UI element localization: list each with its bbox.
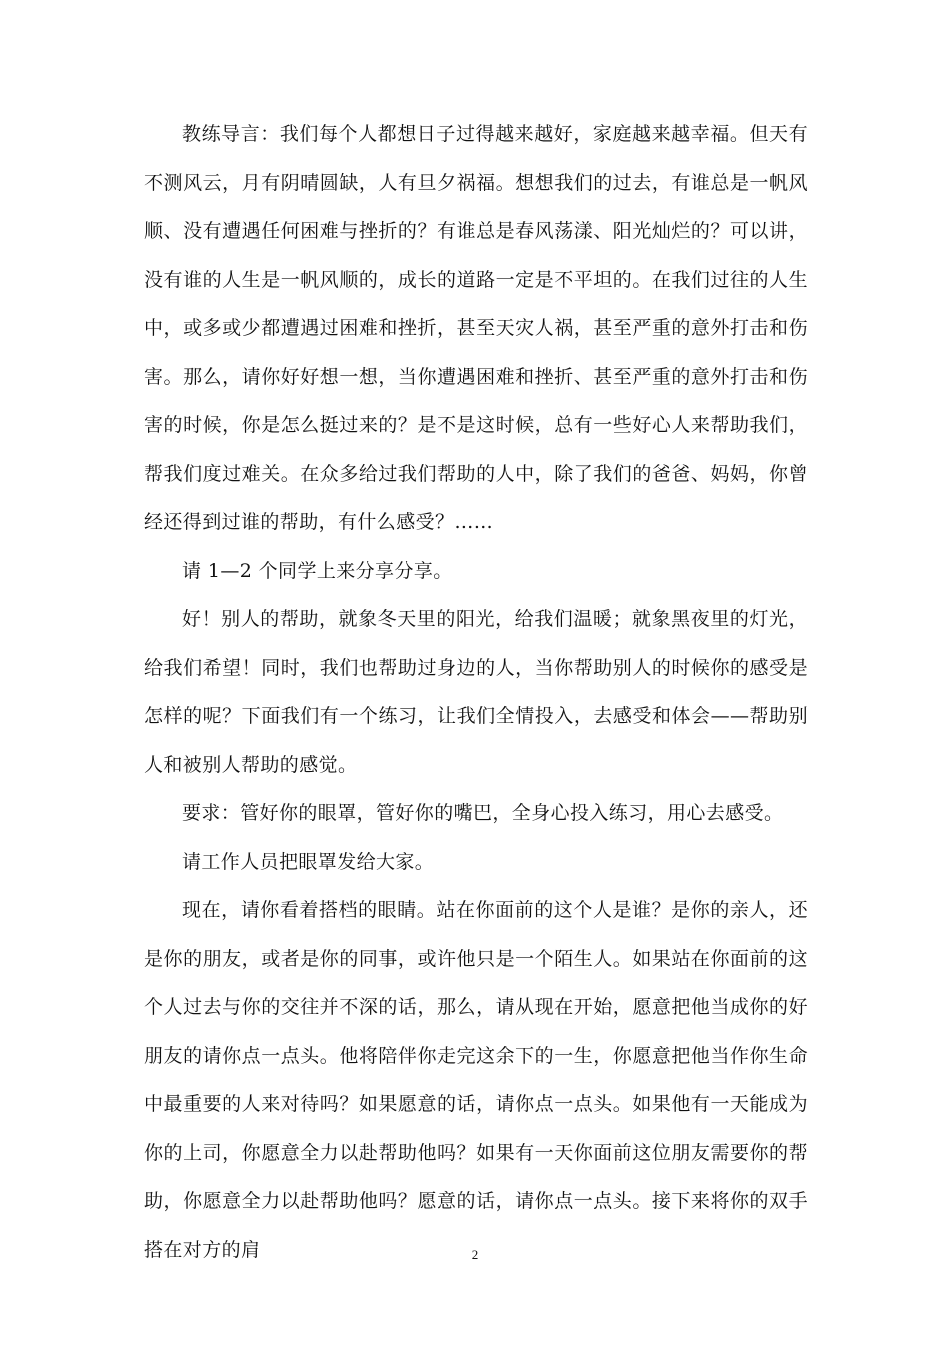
page-number: 2 xyxy=(471,1247,479,1262)
paragraph-coach-intro: 教练导言：我们每个人都想日子过得越来越好，家庭越来越幸福。但天有不测风云，月有阴晴圆缺，人有旦夕祸福。想想我们的过去，有谁总是一帆风顺、没有遭遇任何困难与挫折的？有谁总是春风荡漾、阳光灿烂的？可以讲，没有谁的人生是一帆风顺的，成长的道路一定是不平坦的。在我们过往的人生中，或多或少都遭遇过困难和挫折，甚至天灾人祸，甚至严重的意外打击和伤害。那么，请你好好想一想，当你遭遇困难和挫折、甚至严重的意外打击和伤害的时候，你是怎么挺过来的？是不是这时候，总有一些好心人来帮助我们，帮我们度过难关。在众多给过我们帮助的人中，除了我们的爸爸、妈妈，你曾经还得到过谁的帮助，有什么感受？…… xyxy=(144,123,808,533)
paragraph-partner-exercise: 现在，请你看着搭档的眼睛。站在你面前的这个人是谁？是你的亲人，还是你的朋友，或者是你的同事，或许他只是一个陌生人。如果站在你面前的这个人过去与你的交往并不深的话，那么，请从现在开始，愿意把他当成你的好朋友的请你点一点头。他将陪伴你走完这余下的一生，你愿意把他当作你生命中最重要的人来对待吗？如果愿意的话，请你点一点头。如果他有一天能成为你的上司，你愿意全力以赴帮助他吗？如果有一天你面前这位朋友需要你的帮助，你愿意全力以赴帮助他吗？愿意的话，请你点一点头。接下来将你的双手搭在对方的肩 xyxy=(144,899,808,1261)
document-body xyxy=(144,110,808,1274)
paragraph-distribute-blindfolds: 请工作人员把眼罩发给大家。 xyxy=(182,850,435,873)
paragraph-share-request: 请 1—2 个同学上来分享分享。 xyxy=(182,559,453,582)
paragraph-requirements: 要求：管好你的眼罩，管好你的嘴巴，全身心投入练习，用心去感受。 xyxy=(182,802,784,824)
paragraph-helping-others: 好！别人的帮助，就象冬天里的阳光，给我们温暖；就象黑夜里的灯光，给我们希望！同时，我们也帮助过身边的人，当你帮助别人的时候你的感受是怎样的呢？下面我们有一个练习，让我们全情投入，去感受和体会——帮助别人和被别人帮助的感觉。 xyxy=(144,608,808,776)
